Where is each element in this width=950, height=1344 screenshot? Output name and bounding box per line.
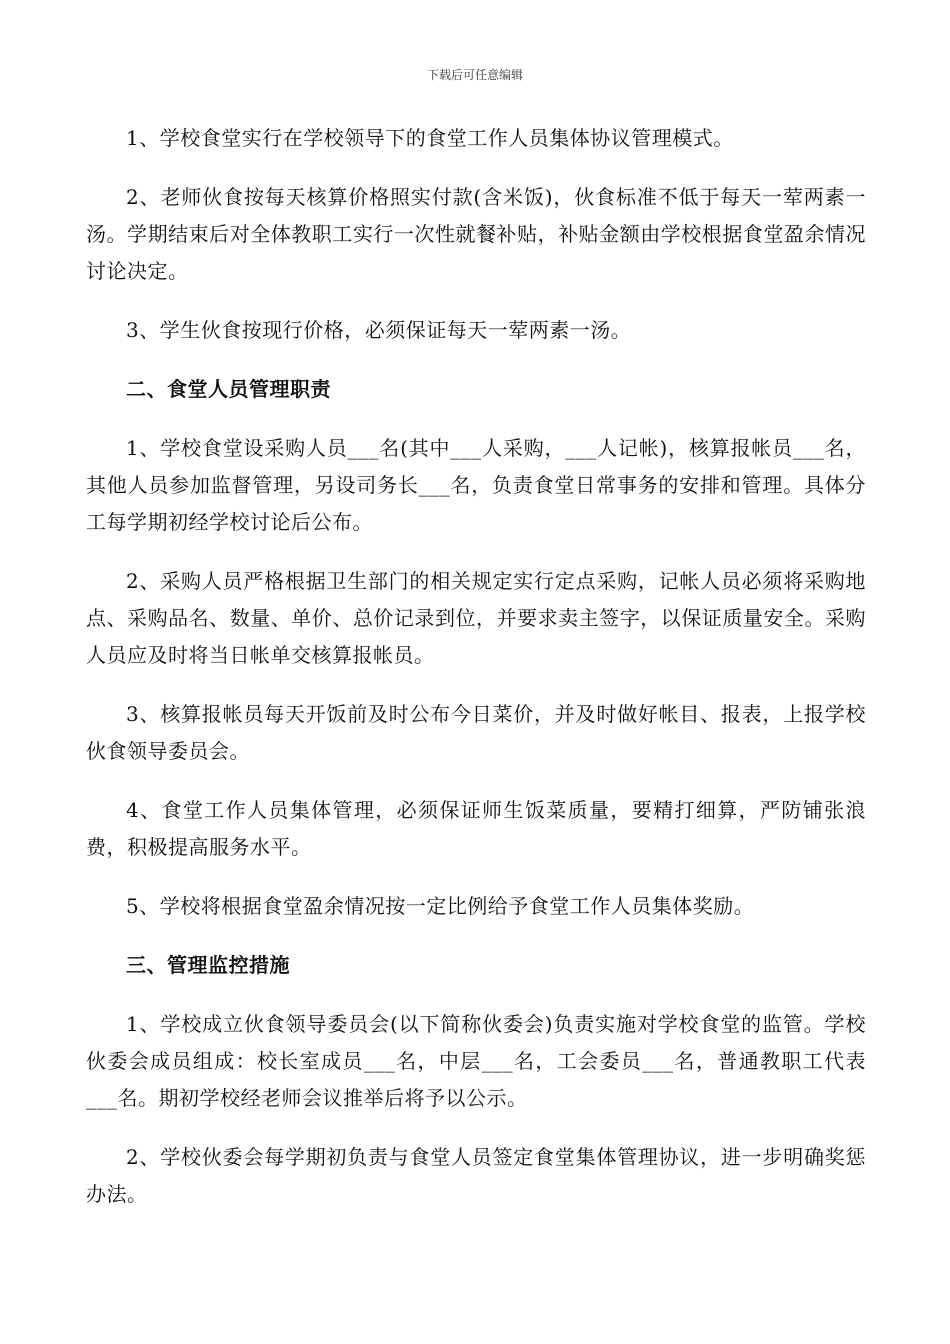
- paragraph-2-1: 1、学校食堂设采购人员___名(其中___人采购，___人记帐)，核算报帐员___名，其他人员参加监督管理，另设司务长___名，负责食堂日常事务的安排和管理。具体分工每学期初经学校讨论后公布。: [86, 436, 866, 534]
- paragraph-2-4: 4、食堂工作人员集体管理，必须保证师生饭菜质量，要精打细算，严防铺张浪费，积极提高服务水平。: [86, 798, 866, 859]
- paragraph-3-1: 1、学校成立伙食领导委员会(以下简称伙委会)负责实施对学校食堂的监管。学校伙委会成员组成：校长室成员___名，中层___名，工会委员___名，普通教职工代表___名。期初学校经老师会议推举后将予以公示。: [86, 1012, 866, 1110]
- section-heading-3: 三、管理监控措施: [126, 953, 290, 977]
- paragraph-1-3: 3、学生伙食按现行价格，必须保证每天一荤两素一汤。: [126, 318, 632, 342]
- paragraph-2-3: 3、核算报帐员每天开饭前及时公布今日菜价，并及时做好帐目、报表，上报学校伙食领导委员会。: [86, 702, 866, 763]
- paragraph-1-2: 2、老师伙食按每天核算价格照实付款(含米饭)，伙食标准不低于每天一荤两素一汤。学期结束后对全体教职工实行一次性就餐补贴，补贴金额由学校根据食堂盈余情况讨论决定。: [86, 185, 866, 283]
- paragraph-2-5: 5、学校将根据食堂盈余情况按一定比例给予食堂工作人员集体奖励。: [126, 894, 755, 918]
- paragraph-2-2: 2、采购人员严格根据卫生部门的相关规定实行定点采购，记帐人员必须将采购地点、采购品名、数量、单价、总价记录到位，并要求卖主签字，以保证质量安全。采购人员应及时将当日帐单交核算报帐员。: [86, 569, 866, 667]
- document-body: [86, 120, 866, 1235]
- paragraph-3-2: 2、学校伙委会每学期初负责与食堂人员签定食堂集体管理协议，进一步明确奖惩办法。: [86, 1145, 866, 1206]
- paragraph-1-1: 1、学校食堂实行在学校领导下的食堂工作人员集体协议管理模式。: [126, 126, 734, 150]
- header-note: 下载后可任意编辑: [426, 68, 523, 82]
- section-heading-2: 二、食堂人员管理职责: [126, 377, 331, 401]
